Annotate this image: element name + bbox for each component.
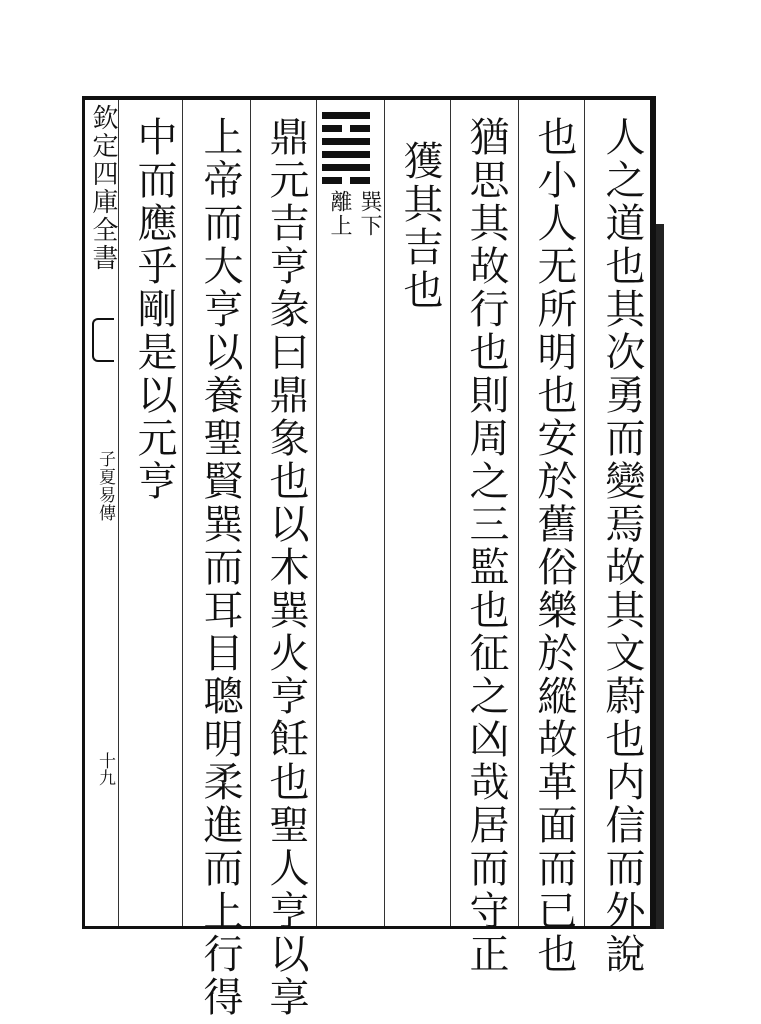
frame-shadow <box>656 224 664 929</box>
volume-title: 子夏易傳 <box>95 450 115 522</box>
column-rule <box>584 100 585 926</box>
trigram-upper-label: 離上 <box>327 190 352 238</box>
text-column-1: 人之道也其次勇而變焉故其文蔚也内信而外說 <box>599 116 645 976</box>
text-column-2: 也小人无所明也安於舊俗樂於縱故革面而已也 <box>531 116 577 976</box>
trigram-lower-label: 巽下 <box>357 190 382 238</box>
text-column-4: 獲其吉也 <box>397 140 443 312</box>
fishtail-mark <box>92 318 114 362</box>
book-title: 欽定四庫全書 <box>88 104 118 272</box>
hexagram-ding-symbol <box>322 112 370 190</box>
column-rule <box>118 100 119 926</box>
column-rule <box>450 100 451 926</box>
text-column-3: 猶思其故行也則周之三監也征之凶哉居而守正 <box>463 116 509 976</box>
column-rule <box>316 100 317 926</box>
column-rule <box>518 100 519 926</box>
text-column-7: 中而應乎剛是以元亨 <box>131 116 177 503</box>
column-rule <box>182 100 183 926</box>
page-number: 十九 <box>95 752 115 786</box>
frame-top-border <box>82 96 654 100</box>
column-rule <box>250 100 251 926</box>
text-column-6: 上帝而大亨以養聖賢巽而耳目聰明柔進而上行得 <box>197 116 243 1019</box>
text-column-5: 鼎元吉亨彖曰鼎象也以木巽火亨飪也聖人亨以享 <box>263 116 309 1019</box>
frame-left-border <box>82 96 85 929</box>
